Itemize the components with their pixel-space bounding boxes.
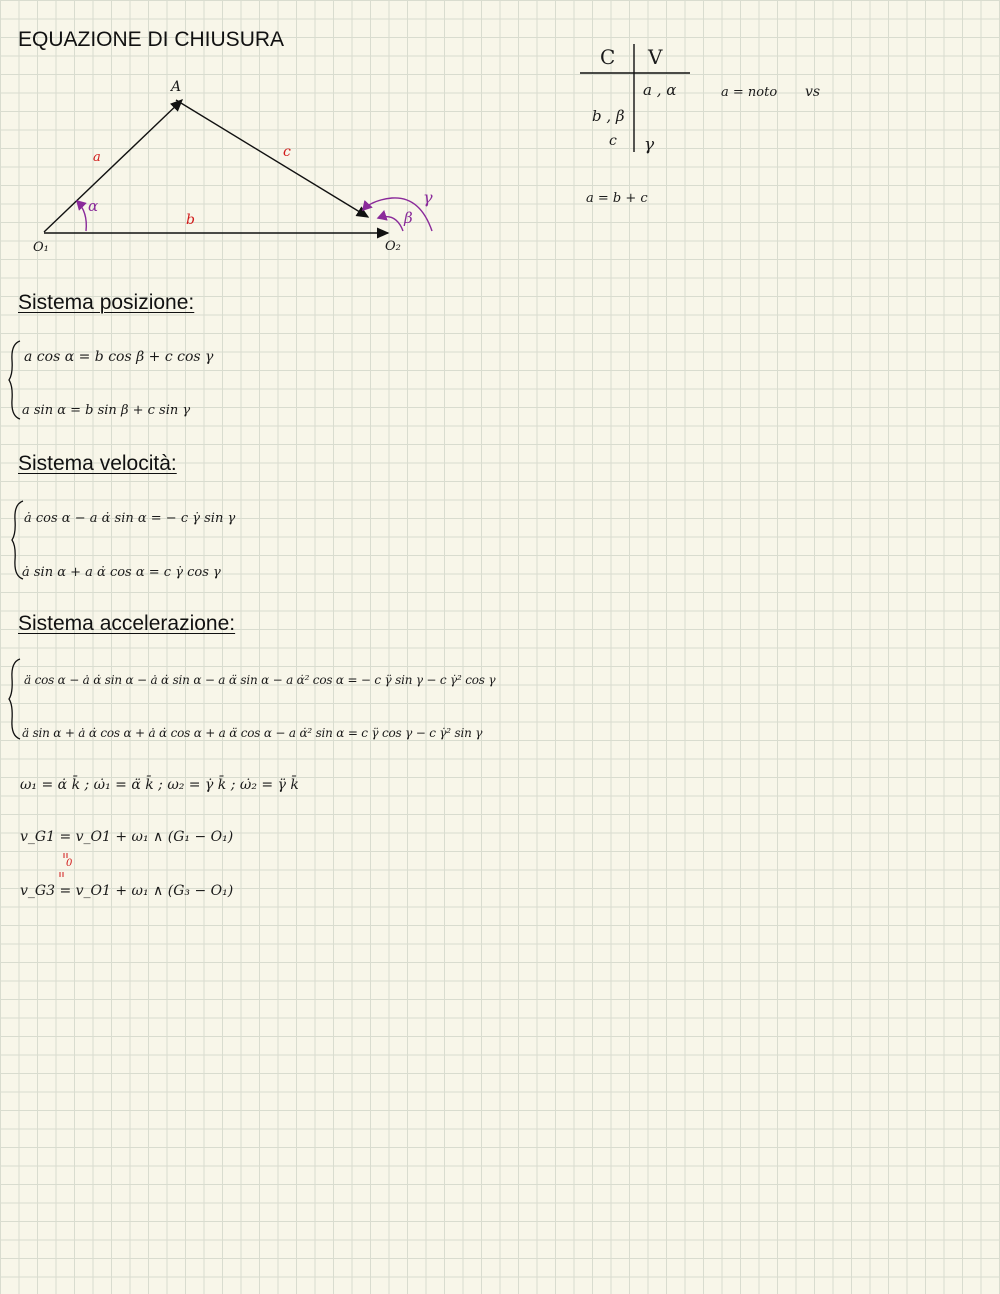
- brace-accelerazione: [8, 658, 22, 740]
- vector-equation: a = b + c: [586, 191, 648, 206]
- eq-posizione-1: a cos α = b cos β + c cos γ: [24, 349, 214, 365]
- side-c-line: [176, 100, 368, 217]
- table-header-c: C: [600, 45, 616, 69]
- side-c-label: c: [283, 144, 291, 160]
- eq-vg3: v_G3 = v_O1 + ω₁ ∧ (G₃ − O₁): [20, 883, 234, 899]
- section-accelerazione: Sistema accelerazione:: [18, 612, 236, 635]
- side-a-label: a: [93, 150, 101, 165]
- table-v-row1: a , α: [643, 81, 677, 99]
- vg1-zero-mark: 0: [66, 858, 73, 869]
- side-b-label: b: [186, 212, 195, 228]
- beta-arc: [378, 217, 403, 231]
- eq-accelerazione-1: ä cos α − ȧ α̇ sin α − ȧ α̇ sin α − a α̈ sin α − a α̇² cos α = − c γ̈ sin γ − c γ̇² cos γ: [24, 673, 496, 687]
- eq-omega: ω₁ = α̇ k̄ ; ω̇₁ = α̈ k̄ ; ω₂ = γ̇ k̄ ; ω̇₂ = γ̈ k̄: [20, 777, 299, 793]
- section-posizione: Sistema posizione:: [18, 291, 195, 314]
- gamma-arc: [363, 198, 432, 231]
- vertex-o2-label: O₂: [385, 239, 401, 254]
- angle-alpha-label: α: [88, 197, 99, 215]
- eq-accelerazione-2: ä sin α + ȧ α̇ cos α + ȧ α̇ cos α + a α̈ cos α − a α̇² sin α = c γ̈ cos γ − c γ̇² sin γ: [22, 726, 483, 740]
- eq-velocita-2: ȧ sin α + a α̇ cos α = c γ̇ cos γ: [22, 565, 221, 580]
- table-c-row2: b , β: [592, 107, 625, 125]
- vertex-o1-label: O₁: [33, 240, 49, 255]
- table-c-row3: c: [609, 133, 617, 149]
- eq-posizione-2: a sin α = b sin β + c sin γ: [22, 403, 191, 418]
- eq-velocita-1: ȧ cos α − a α̇ sin α = − c γ̇ sin γ: [24, 511, 236, 526]
- side-a-line: [44, 100, 182, 232]
- alpha-arc: [77, 201, 86, 231]
- table-v-row3: γ: [644, 135, 655, 155]
- known-note: a = noto: [721, 85, 778, 100]
- eq-vg1: v_G1 = v_O1 + ω₁ ∧ (G₁ − O₁): [20, 829, 234, 845]
- vertex-a-label: A: [171, 79, 182, 95]
- section-velocita: Sistema velocità:: [18, 452, 177, 475]
- angle-beta-label: β: [404, 209, 413, 227]
- angle-gamma-label: γ: [423, 188, 433, 207]
- vs-note: vs: [805, 84, 821, 100]
- brace-posizione: [8, 340, 22, 420]
- page-title: EQUAZIONE DI CHIUSURA: [18, 28, 285, 51]
- table-header-v: V: [648, 45, 663, 69]
